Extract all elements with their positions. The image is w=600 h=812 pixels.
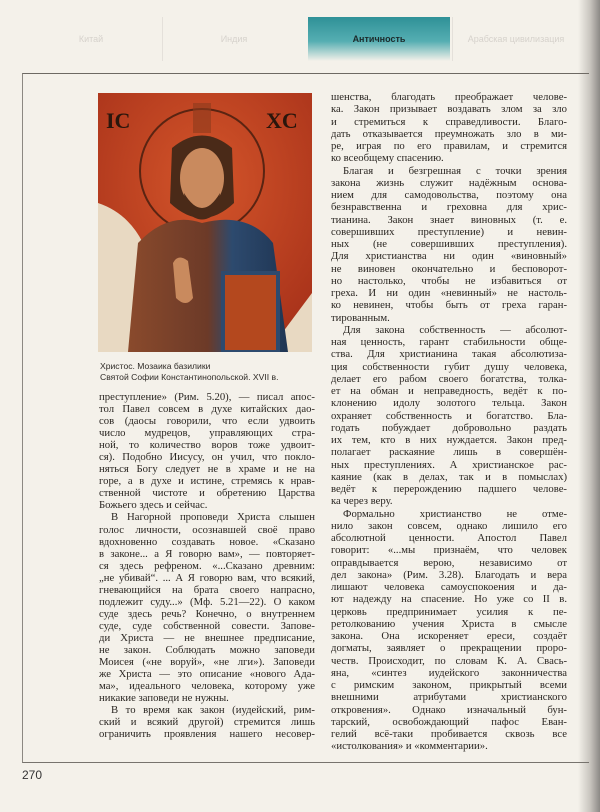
paragraph <box>331 91 567 165</box>
text-line: клонению идолу золотого тельца. Закон <box>331 397 567 410</box>
christ-mosaic-image <box>98 93 312 352</box>
text-line: ма», идеального человека, которому уже <box>99 680 315 693</box>
text-line: нием для самодовольства, поэтому она <box>331 189 567 201</box>
text-line: сов (даосы говорили, что если удвоить <box>99 415 315 428</box>
text-line: ди Христа — не внешнее предписание, <box>99 631 315 644</box>
text-line: суде, суде собственной совести. Запове- <box>99 619 315 632</box>
text-line: безнравственна и греховна для хрис- <box>331 201 567 214</box>
text-line: совершивших преступление) и невин- <box>331 225 567 238</box>
text-line: тол Павел совсем в духе китайских дао- <box>99 403 315 416</box>
caption-line: Святой Софии Константинопольской. XVII в. <box>100 372 279 382</box>
text-line: оправдывается верою, независимо от <box>331 556 567 569</box>
text-line: ция собственности губит душу человека, <box>331 360 567 373</box>
text-line: ка. Закон призывает воздавать злом за зло <box>331 103 567 116</box>
text-line: годать побуждает добровольно раздать <box>331 421 567 434</box>
text-line: ных преступлениях. А христианское рас- <box>331 458 567 471</box>
text-line: дел закона» (Рим. 3.28). Благодать и вера <box>331 568 567 581</box>
text-line: каяние (как в делах, так и в помыслах) <box>331 470 567 483</box>
text-line: ся). Подобно Иисусу, он учил, что покло- <box>99 451 315 464</box>
figure-caption <box>100 361 320 383</box>
text-line: Благая и безгрешная с точки зрения <box>343 164 567 177</box>
tab-china[interactable]: Китай <box>78 34 104 44</box>
book-gutter-shadow <box>578 0 600 812</box>
text-line: закона жизнь служит надёжным основа- <box>331 176 567 189</box>
tab-india[interactable]: Индия <box>162 17 305 61</box>
text-line: число мудрецов, управляющих стра- <box>99 427 315 440</box>
text-line: внешними атрибутами христианского <box>331 691 567 704</box>
text-line: подлежит суду...» (Мф. 5.21—22). О каком <box>99 595 315 608</box>
text-line: ства. Для христианина такая абсолютиза- <box>331 348 567 361</box>
paragraph <box>99 704 315 740</box>
text-line: яна, «синтез иудейского законничества <box>331 666 567 679</box>
text-line: охраняет собственность и богатство. Бла- <box>331 409 567 422</box>
text-line: тированным. <box>331 311 390 324</box>
text-line: ных (не совершивших преступления). <box>331 238 567 250</box>
text-line: ют надежду на спасение. Но уже со II в. <box>331 593 567 606</box>
text-line: Для христианства ни один «виновный» <box>331 250 567 263</box>
text-line: В Нагорной проповеди Христа слышен <box>111 511 315 524</box>
text-line: „не убивай“. ... А Я говорю вам, что всякий, <box>99 571 315 584</box>
text-line: ретолкованию учения Христа в смысле <box>331 617 567 630</box>
text-line: говорит: «...мы признаём, что человек <box>331 544 567 557</box>
text-line: в законе... а Я говорю вам», — повторяет- <box>99 547 315 560</box>
text-line: но настолько, чтобы не избавиться от <box>331 274 567 287</box>
text-line: догматы, заявляет о прекращении проро- <box>331 642 567 655</box>
text-line: лишают человека самоуспокоения и да- <box>331 581 567 593</box>
text-line: «истолкования» и «комментарии». <box>331 740 488 753</box>
text-line: тианина. Закон знает виновных (т. е. <box>331 213 567 226</box>
text-line: суде здесь речь? Конечно, о внутреннем <box>99 607 315 620</box>
paragraph <box>99 391 315 511</box>
tab-antiquity[interactable]: Античность <box>308 17 450 61</box>
paragraph <box>331 324 567 508</box>
text-line: гелий всё-таки пробивается сквозь все <box>331 728 567 740</box>
text-line: ский и всякий другой) стремится лишь <box>99 716 315 729</box>
text-line: нило закон совсем, однако лишило его <box>331 519 567 532</box>
text-line: Божьего здесь и сейчас. <box>99 499 208 512</box>
text-line: горе, а в духе и истине, стремясь к нрав- <box>99 475 315 488</box>
text-line: ко всеобщему спасению. <box>331 152 444 165</box>
text-line: никакие заповеди не нужны. <box>99 692 229 705</box>
text-line: откровения». Однако изначальный бун- <box>331 703 567 716</box>
text-line: ственной чистоте и обретению Царства <box>99 487 315 500</box>
text-line: абсолютной ценности. Апостол Павел <box>331 532 567 544</box>
text-line: вдохновенно создавать новое. «Сказано <box>99 535 315 548</box>
caption-line: Христос. Мозаика базилики <box>100 361 211 371</box>
text-line: Формально христианство не отме- <box>343 507 567 520</box>
paragraph <box>331 165 567 324</box>
text-line: дать отказывается преумножать зло в ми- <box>331 127 567 140</box>
text-line: греха. И ни один «невинный» не настоль- <box>331 287 567 299</box>
paragraph <box>331 508 567 753</box>
monogram-xc: XC <box>266 108 298 133</box>
text-line: ся здесь рефреном. «...Сказано древним: <box>99 559 315 572</box>
text-line: Моисея («не воруй», «не лги»). Заповеди <box>99 656 315 669</box>
text-line: тарский, освобождающий пафос Еван- <box>331 715 567 728</box>
text-line: преступление» (Рим. 5.20), — писал апос- <box>99 391 315 403</box>
text-line: и стремиться к справедливости. Благо- <box>331 115 567 128</box>
text-line: няться Богу следует не в храме и не на <box>99 463 315 476</box>
page-number: 270 <box>22 768 43 782</box>
text-line: делает его рабом своего богатства, толка- <box>331 372 567 385</box>
section-tabs <box>20 17 580 61</box>
text-line: шенства, благодать преображает челове- <box>331 91 567 103</box>
text-line: честв. Происходит, по словам К. А. Свась- <box>331 654 567 667</box>
text-line: же Христа — это описание «нового Ада- <box>99 668 315 681</box>
text-line: церковь предпринимает усилия к пе- <box>331 605 567 618</box>
text-line: гневающийся на брата своего напрасно, <box>99 583 315 596</box>
text-line: ведёт к перерождению падшего челове- <box>331 483 567 495</box>
text-line: ре, играя по его правилам, и стремится <box>331 140 567 152</box>
text-line: ограничить проявления нашего несовер- <box>99 728 315 741</box>
text-line: закона. Она искореняет ереси, создаёт <box>331 630 567 642</box>
text-line: их тем, кто в них нуждается. Закон пред- <box>331 434 567 446</box>
text-line: ко невинен, чтобы быть от греха гаран- <box>331 299 567 312</box>
text-line: ка через веру. <box>331 495 393 508</box>
text-line: не виновен окончательно и бесповорот- <box>331 262 567 275</box>
tab-arab-civilization[interactable]: Арабская цивилизация <box>452 17 579 61</box>
left-text-column <box>99 391 315 740</box>
text-line: ной, то количество воров тоже удвоит- <box>99 439 315 452</box>
text-line: В то время как закон (иудейский, рим- <box>111 704 315 717</box>
text-line: полагает раскаяние лишь в совершён- <box>331 446 567 459</box>
text-line: голос личности, осознавшей своё право <box>99 523 315 536</box>
text-line: не закон. Соблюдать можно заповеди <box>99 643 315 656</box>
text-line: Для закона собственность — абсолют- <box>343 323 567 336</box>
right-text-column <box>331 91 567 753</box>
paragraph <box>99 511 315 704</box>
text-line: ная ценность, гарант стабильности обще- <box>331 336 567 348</box>
text-line: с римским законом, прикрытый всеми <box>331 679 567 691</box>
monogram-ic: IC <box>106 108 131 133</box>
text-line: ет на обман и неправедность, ведёт к по- <box>331 385 567 397</box>
